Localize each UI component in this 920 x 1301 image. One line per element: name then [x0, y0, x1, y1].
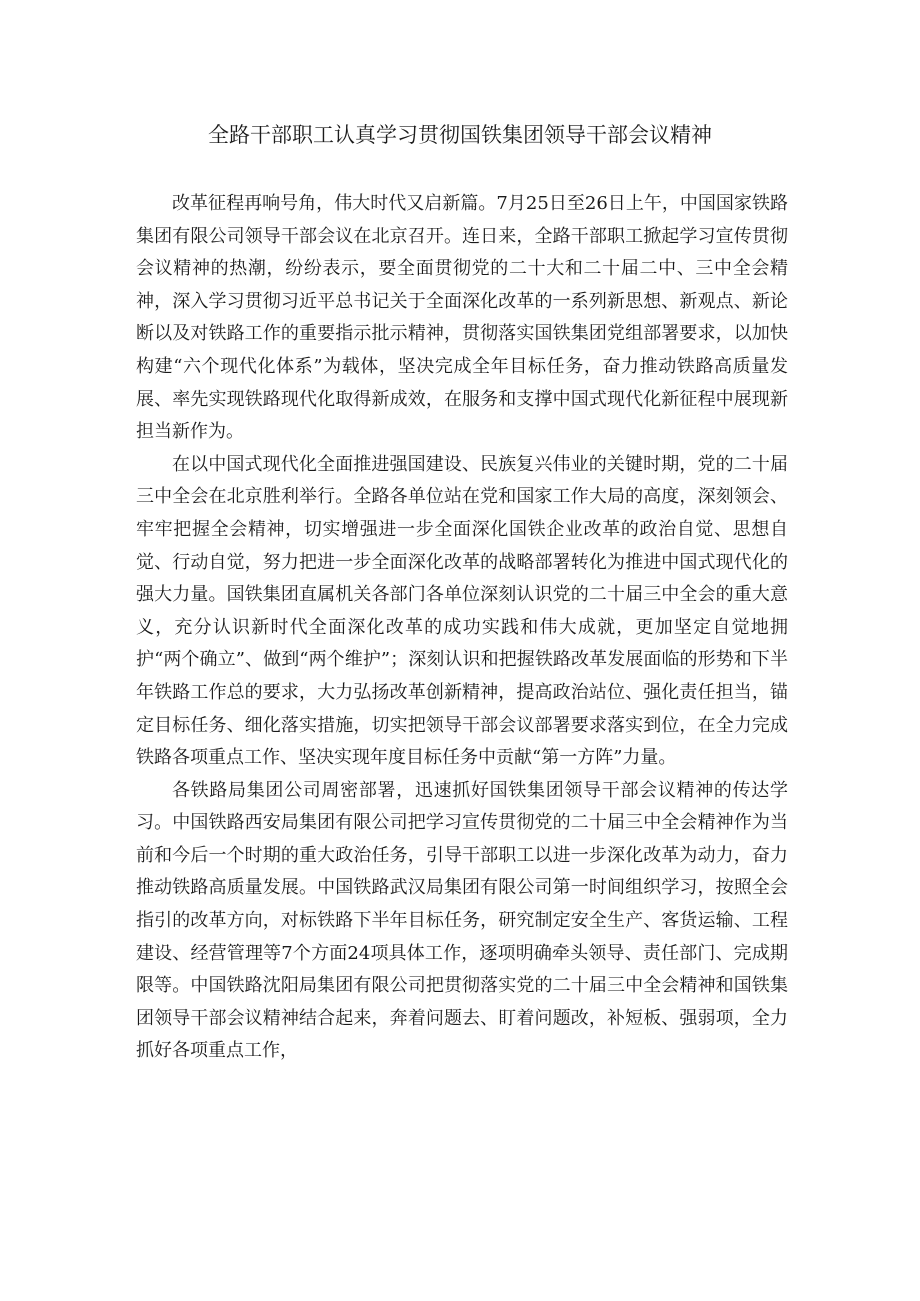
document-body	[136, 188, 788, 1068]
paragraph-1: 改革征程再响号角，伟大时代又启新篇。7月25日至26日上午，中国国家铁路集团有限公司领导干部会议在北京召开。连日来，全路干部职工掀起学习宣传贯彻会议精神的热潮，纷纷表示，要全面贯彻党的二十大和二十届二中、三中全会精神，深入学习贯彻习近平总书记关于全面深化改革的一系列新思想、新观点、新论断以及对铁路工作的重要指示批示精神，贯彻落实国铁集团党组部署要求，以加快构建“六个现代化体系”为载体，坚决完成全年目标任务，奋力推动铁路高质量发展、率先实现铁路现代化取得新成效，在服务和支撑中国式现代化新征程中展现新担当新作为。	[136, 193, 788, 443]
paragraph-2: 在以中国式现代化全面推进强国建设、民族复兴伟业的关键时期，党的二十届三中全会在北京胜利举行。全路各单位站在党和国家工作大局的高度，深刻领会、牢牢把握全会精神，切实增强进一步全面深化国铁企业改革的政治自觉、思想自觉、行动自觉，努力把进一步全面深化改革的战略部署转化为推进中国式现代化的强大力量。国铁集团直属机关各部门各单位深刻认识党的二十届三中全会的重大意义，充分认识新时代全面深化改革的成功实践和伟大成就，更加坚定自觉地拥护“两个确立”、做到“两个维护”；深刻认识和把握铁路改革发展面临的形势和下半年铁路工作总的要求，大力弘扬改革创新精神，提高政治站位、强化责任担当，锚定目标任务、细化落实措施，切实把领导干部会议部署要求落实到位，在全力完成铁路各项重点工作、坚决实现年度目标任务中贡献“第一方阵”力量。	[136, 453, 788, 769]
document-title: 全路干部职工认真学习贯彻国铁集团领导干部会议精神	[208, 123, 712, 147]
paragraph-3: 各铁路局集团公司周密部署，迅速抓好国铁集团领导干部会议精神的传达学习。中国铁路西安局集团有限公司把学习宣传贯彻党的二十届三中全会精神作为当前和今后一个时期的重大政治任务，引导干部职工以进一步深化改革为动力，奋力推动铁路高质量发展。中国铁路武汉局集团有限公司第一时间组织学习，按照全会指引的改革方向，对标铁路下半年目标任务，研究制定安全生产、客货运输、工程建设、经营管理等7个方面24项具体工作，逐项明确牵头领导、责任部门、完成期限等。中国铁路沈阳局集团有限公司把贯彻落实党的二十届三中全会精神和国铁集团领导干部会议精神结合起来，奔着问题去、盯着问题改，补短板、强弱项，全力抓好各项重点工作，	[136, 779, 788, 1062]
